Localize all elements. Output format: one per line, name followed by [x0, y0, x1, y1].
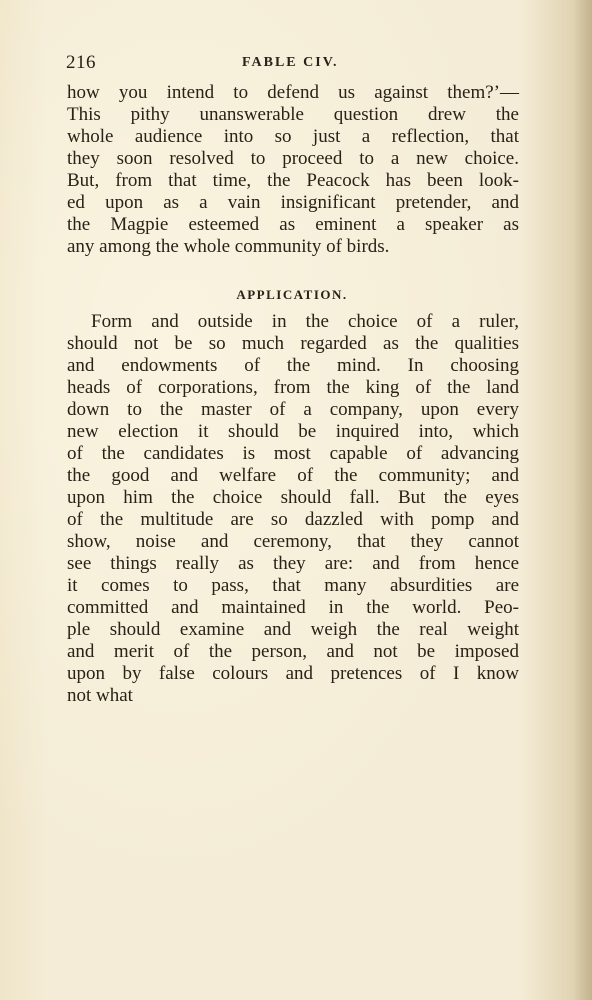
running-head: FABLE CIV. — [242, 55, 339, 70]
text-line: This pithy unanswerable question drew the — [67, 104, 519, 125]
text-line: the good and welfare of the community; and — [67, 465, 519, 486]
text-line: ple should examine and weigh the real weight — [67, 619, 519, 640]
fable-paragraph — [67, 82, 519, 258]
text-line: should not be so much regarded as the qualities — [67, 333, 519, 354]
text-line: and merit of the person, and not be imposed — [67, 641, 519, 662]
text-line: upon by false colours and pretences of I know — [67, 663, 519, 684]
text-line: they soon resolved to proceed to a new choice. — [67, 148, 519, 169]
text-line: the Magpie esteemed as eminent a speaker as — [67, 214, 519, 235]
text-line: see things really as they are: and from hence — [67, 553, 519, 574]
text-line: Form and outside in the choice of a ruler, — [91, 311, 519, 332]
page-number: 216 — [66, 52, 96, 73]
application-paragraph — [67, 311, 519, 707]
text-line: how you intend to defend us against them?’— — [67, 82, 519, 103]
text-line: any among the whole community of birds. — [67, 236, 390, 257]
text-line: it comes to pass, that many absurdities are — [67, 575, 519, 596]
page-header — [66, 52, 521, 78]
text-line: down to the master of a company, upon every — [67, 399, 519, 420]
text-line: new election it should be inquired into, which — [67, 421, 519, 442]
text-line: ed upon as a vain insignificant pretender, and — [67, 192, 519, 213]
text-line: show, noise and ceremony, that they cannot — [67, 531, 519, 552]
text-line: and endowments of the mind. In choosing — [67, 355, 519, 376]
text-line: heads of corporations, from the king of the land — [67, 377, 519, 398]
text-line: of the multitude are so dazzled with pomp and — [67, 509, 519, 530]
application-heading — [0, 287, 592, 303]
text-line: upon him the choice should fall. But the eyes — [67, 487, 519, 508]
text-line: But, from that time, the Peacock has been look- — [67, 170, 519, 191]
text-line: of the candidates is most capable of advancing — [67, 443, 519, 464]
text-line: committed and maintained in the world. Peo- — [67, 597, 519, 618]
page-edge-shadow — [574, 0, 592, 1000]
text-line: whole audience into so just a reflection, that — [67, 126, 519, 147]
application-heading-text: APPLICATION. — [236, 287, 348, 302]
text-line: not what — [67, 685, 133, 706]
